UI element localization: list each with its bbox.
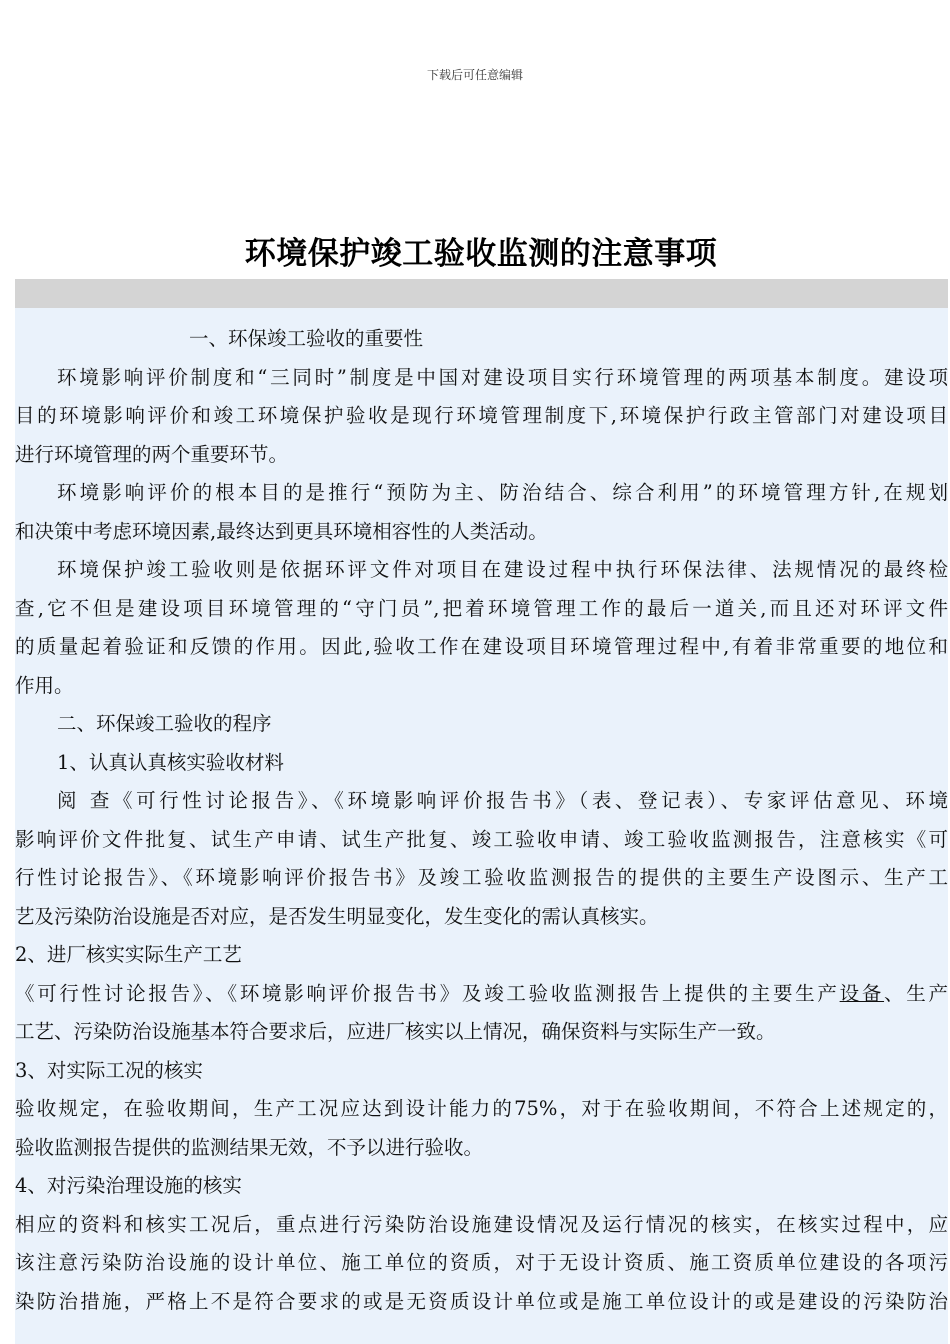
document-body: [15, 308, 948, 1344]
paragraph-line: 该注意污染防治设施的设计单位、施工单位的资质，对于无设计资质、施工资质单位建设的各项污: [15, 1251, 948, 1274]
paragraph-line: 的质量起着验证和反馈的作用。因此,验收工作在建设项目环境管理过程中,有着非常重要的地位和: [15, 635, 948, 658]
section-heading-importance: 一、环保竣工验收的重要性: [189, 327, 424, 350]
paragraph-line: [15, 975, 948, 1014]
item-heading-verify-materials: 1、认真认真核实验收材料: [57, 750, 284, 774]
text-span: 、生产: [884, 981, 948, 1005]
paragraph-line: 染防治措施，严格上不是符合要求的或是无资质设计单位或是施工单位设计的或是建设的污染防治: [15, 1289, 948, 1313]
paragraph-line: 和决策中考虑环境因素,最终达到更具环境相容性的人类活动。: [15, 519, 548, 543]
paragraph-line: 进行环境管理的两个重要环节。: [15, 442, 289, 466]
item-heading-factory-check: 2、进厂核实实际生产工艺: [15, 943, 242, 966]
paragraph-line: 艺及污染防治设施是否对应，是否发生明显变化，发生变化的需认真核实。: [15, 904, 659, 928]
paragraph-line: 行性讨论报告》、《环境影响评价报告书》及竣工验收监测报告的提供的主要生产设图示、生产工: [15, 866, 948, 889]
document-title: 环境保护竣工验收监测的注意事项: [244, 236, 718, 272]
paragraph-line: 查,它不但是建设项目环境管理的“守门员”,把着环境管理工作的最后一道关,而且还对环评文件: [15, 596, 948, 620]
paragraph-line: 作用。: [15, 673, 74, 697]
item-heading-pollution-facilities: 4、对污染治理设施的核实: [15, 1174, 242, 1197]
paragraph-line: 工艺、污染防治设施基本符合要求后，应进厂核实以上情况，确保资料与实际生产一致。: [15, 1020, 776, 1043]
item-heading-working-conditions: 3、对实际工况的核实: [15, 1058, 203, 1082]
paragraph-line: 验收监测报告提供的监测结果无效，不予以进行验收。: [15, 1135, 484, 1159]
paragraph-line: 目的环境影响评价和竣工环境保护验收是现行环境管理制度下,环境保护行政主管部门对建设项目: [15, 404, 948, 427]
gray-divider-bar: [15, 279, 948, 308]
section-heading-procedure: 二、环保竣工验收的程序: [57, 712, 272, 735]
equipment-link[interactable]: 设备: [839, 981, 885, 1005]
paragraph-line: 影响评价文件批复、试生产申请、试生产批复、竣工验收申请、竣工验收监测报告，注意核实《可: [15, 827, 948, 851]
paragraph-line: 环境影响评价的根本目的是推行“预防为主、防治结合、综合利用”的环境管理方针,在规划: [57, 481, 948, 504]
page-header-note: 下载后可任意编辑: [426, 68, 523, 82]
paragraph-line: 验收规定，在验收期间，生产工况应达到设计能力的75%，对于在验收期间，不符合上述规定的，: [15, 1097, 948, 1120]
paragraph-line: 相应的资料和核实工况后，重点进行污染防治设施建设情况及运行情况的核实，在核实过程中，应: [15, 1212, 948, 1236]
paragraph-line: 环境影响评价制度和“三同时”制度是中国对建设项目实行环境管理的两项基本制度。建设项: [57, 365, 948, 389]
paragraph-line: 环境保护竣工验收则是依据环评文件对项目在建设过程中执行环保法律、法规情况的最终检: [57, 558, 948, 581]
text-span: 《可行性讨论报告》、《环境影响评价报告书》及竣工验收监测报告上提供的主要生产: [15, 981, 840, 1005]
paragraph-line: 阅 查《可行性讨论报告》、《环境影响评价报告书》（表、登记表）、专家评估意见、环境: [57, 789, 948, 812]
